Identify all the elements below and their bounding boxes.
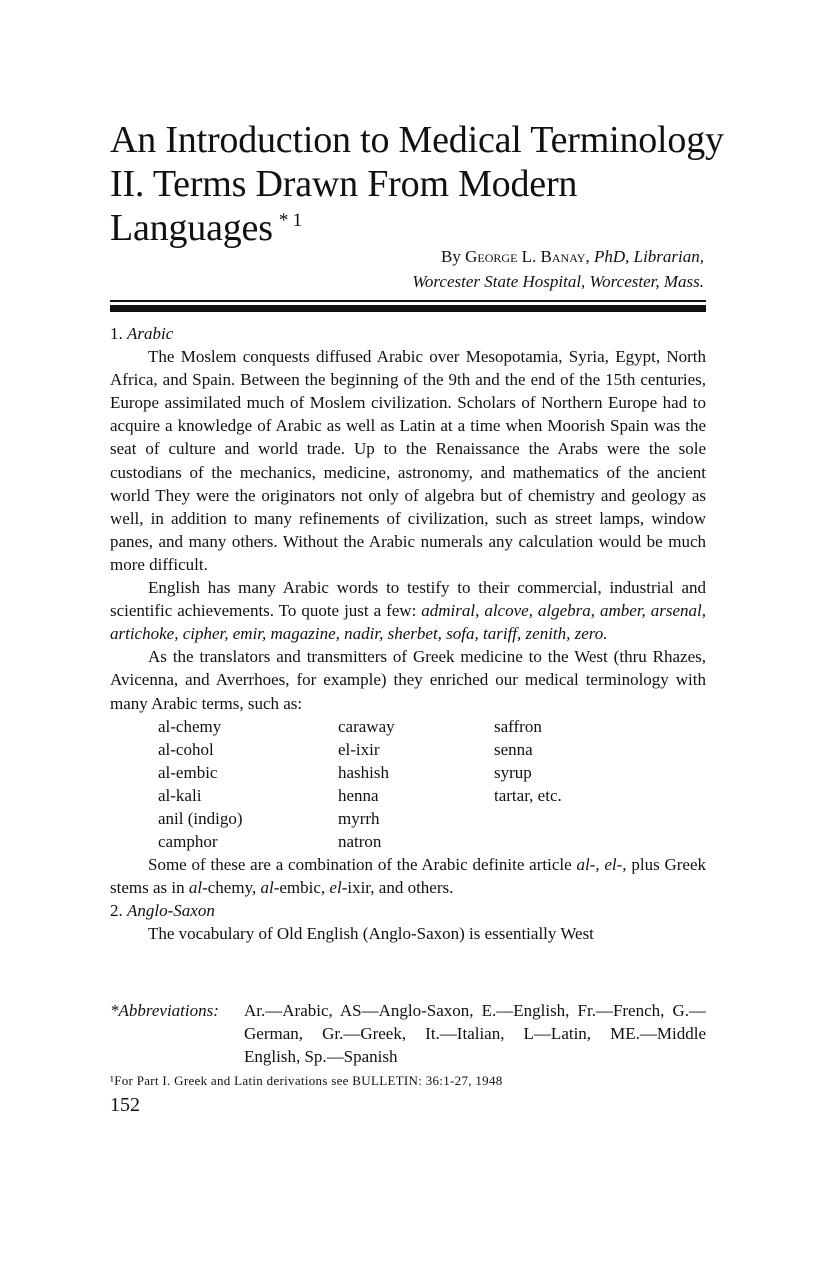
paragraph-1: The Moslem conquests diffused Arabic over Mesopotamia, Syria, Egypt, North Africa, and Spain. Between the beginning of the 9th and the end of the 15th centuries, Europe assimilated much of Moslem civilization. Scholars of Northern Europe had to acquire a knowledge of Arabic as well as Latin at a time when Moorish Spain was the seat of culture and world trade. Up to the Renaissance the Arabs were the sole custodians of the mechanics, medicine, astronomy, and mathematics of the ancient world They were the originators not only of algebra but of chemistry and geology as well, in addition to many refinements of civilization, such as street lamps, window panes, and many others. Without the Arabic numerals any calculation would be much more difficult. (110, 347, 706, 574)
section-1-heading (110, 322, 706, 345)
term: caraway (338, 716, 395, 736)
term: henna (338, 785, 379, 805)
page-number: 152 (110, 1094, 140, 1116)
title-footnote-marker: * 1 (278, 210, 302, 231)
section-2-paragraph-1: The vocabulary of Old English (Anglo-Saxon) is essentially West (148, 924, 594, 944)
term: al-chemy (158, 716, 222, 736)
byline (412, 244, 704, 294)
term: hashish (338, 762, 389, 782)
header-rule-thin (110, 300, 706, 302)
paragraph-4: Some of these are a combination of the Arabic definite article al-, el-, plus Greek stems as in al-chemy, al-embic, el-ixir, and others. (110, 855, 707, 898)
term: el-ixir (338, 739, 380, 759)
byline-author-line: By George L. Banay, PhD, Librarian, (441, 247, 704, 266)
paragraph-2-arabic-words: admiral, alcove, algebra, amber, arsenal, artichoke, cipher, emir, magazine, nadir, sherbet, sofa, tariff, zenith, zero. (110, 601, 707, 644)
section-1-name: Arabic (127, 324, 174, 343)
title-line-3-text: Languages (110, 207, 273, 249)
term: al-embic (158, 762, 218, 782)
abbreviations-note (110, 999, 706, 1068)
title-line-2: II. Terms Drawn From Modern (110, 163, 578, 205)
arabic-terms-list (158, 715, 706, 854)
section-2-name: Anglo-Saxon (127, 901, 215, 921)
term (494, 830, 644, 853)
author-affiliation: Worcester State Hospital, Worcester, Mass. (412, 272, 704, 291)
term: al-kali (158, 785, 202, 805)
term (494, 807, 644, 830)
abbreviations-label: *Abbreviations: (110, 1001, 219, 1020)
term: saffron (494, 716, 542, 736)
author-role: PhD, Librarian, (593, 247, 704, 266)
title-line-1: An Introduction to Medical Terminology (110, 119, 724, 161)
footnote: ¹For Part I. Greek and Latin derivations see BULLETIN: 36:1-27, 1948 (110, 1073, 503, 1088)
article-title (110, 118, 750, 257)
term: camphor (158, 832, 218, 852)
header-rule-thick (110, 305, 706, 312)
section-2-number: 2. (110, 901, 123, 921)
paragraph-2 (110, 576, 706, 645)
term: myrrh (338, 808, 380, 828)
section-2-heading (110, 899, 706, 922)
paragraph-2-text: English has many Arabic words to testify to their commercial, industrial and scientific achievements. To quote just a few: (110, 578, 706, 621)
byline-by: By (441, 247, 461, 266)
term: al-cohol (158, 739, 214, 759)
article-body (110, 322, 706, 946)
term: natron (338, 832, 382, 852)
term: syrup (494, 762, 532, 782)
author-name: George L. Banay (465, 247, 586, 266)
term: anil (indigo) (158, 808, 243, 828)
term: tartar, etc. (494, 785, 562, 805)
paragraph-3: As the translators and transmitters of Greek medicine to the West (thru Rhazes, Avicenna, and Averrhoes, for example) they enriched our medical terminology with many Arabic terms, such as: (110, 647, 706, 713)
term: senna (494, 739, 533, 759)
abbreviations-text: Ar.—Arabic, AS—Anglo-Saxon, E.—English, Fr.—French, G.—German, Gr.—Greek, It.—Italian, L—Latin, ME.—Middle English, Sp.—Spanish (244, 1001, 706, 1066)
section-1-number: 1. (110, 324, 123, 343)
